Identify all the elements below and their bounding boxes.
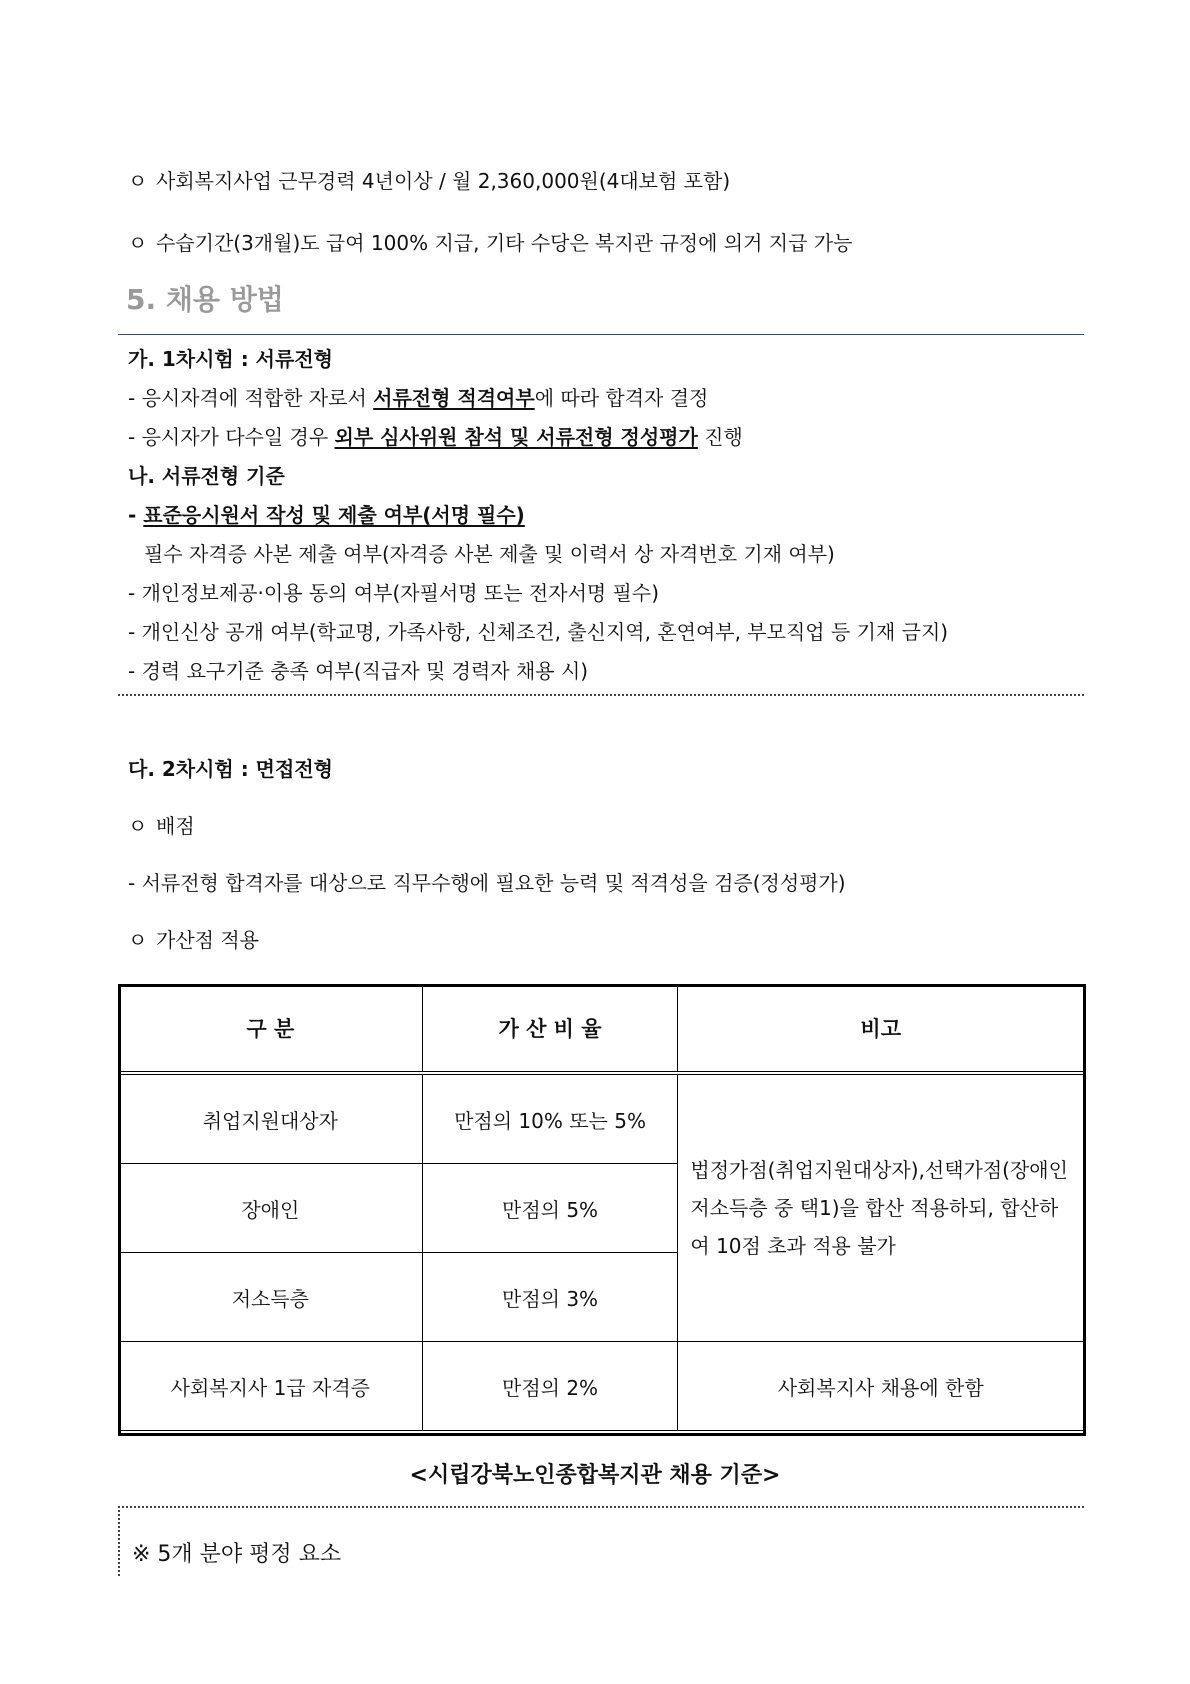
salary-line-2 bbox=[128, 230, 852, 256]
salary-line-1 bbox=[128, 168, 730, 194]
first-exam-line-2-post: 진행 bbox=[697, 425, 743, 449]
circle-bullet-icon: ㅇ bbox=[128, 928, 148, 952]
criteria-item-1-emphasis: 표준응시원서 작성 및 제출 여부(서명 필수) bbox=[143, 503, 525, 527]
salary-text-1: 사회복지사업 근무경력 4년이상 / 월 2,360,000원(4대보험 포함) bbox=[156, 169, 731, 193]
row-rate: 만점의 5% bbox=[422, 1164, 678, 1253]
criteria-item-3: - 개인정보제공·이용 동의 여부(자필서명 또는 전자서명 필수) bbox=[128, 581, 660, 605]
bonus-label-line bbox=[128, 927, 259, 953]
row-category: 장애인 bbox=[119, 1164, 423, 1253]
first-exam-line-1-pre: - 응시자격에 적합한 자로서 bbox=[128, 386, 374, 410]
bonus-table bbox=[118, 984, 1084, 1431]
row-rate: 만점의 3% bbox=[422, 1253, 678, 1342]
first-exam-line-2 bbox=[128, 424, 743, 450]
section-title: 5. 채용 방법 bbox=[126, 283, 284, 316]
first-exam-line-1-post: 에 따라 합격자 결정 bbox=[534, 386, 709, 410]
first-exam-title: 가. 1차시험 : 서류전형 bbox=[128, 347, 333, 371]
merged-note: 법정가점(취업지원대상자),선택가점(장애인 저소득층 중 택1)을 합산 적용하되, 합산하여 10점 초과 적용 불가 bbox=[678, 1073, 1084, 1342]
score-label-line bbox=[128, 813, 195, 839]
table-caption: <시립강북노인종합복지관 채용 기준> bbox=[409, 1463, 781, 1488]
row-note: 사회복지사 채용에 한함 bbox=[678, 1342, 1084, 1431]
criteria-divider bbox=[118, 694, 1084, 696]
row-rate: 만점의 2% bbox=[422, 1342, 678, 1431]
table-row bbox=[119, 1073, 1084, 1164]
table-row bbox=[119, 1342, 1084, 1431]
footnote: ※ 5개 분야 평정 요소 bbox=[132, 1542, 342, 1567]
table-header-row bbox=[119, 985, 1084, 1074]
criteria-title: 나. 서류전형 기준 bbox=[128, 464, 285, 488]
header-rate: 가 산 비 율 bbox=[422, 985, 678, 1074]
score-label: 배점 bbox=[156, 814, 195, 838]
header-note: 비고 bbox=[678, 985, 1084, 1074]
row-rate: 만점의 10% 또는 5% bbox=[422, 1073, 678, 1164]
header-category: 구 분 bbox=[119, 985, 423, 1074]
criteria-item-2: 필수 자격증 사본 제출 여부(자격증 사본 제출 및 이력서 상 자격번호 기재 여부) bbox=[144, 542, 835, 566]
section-divider bbox=[118, 334, 1084, 335]
circle-bullet-icon: ㅇ bbox=[128, 231, 148, 255]
row-category: 사회복지사 1급 자격증 bbox=[119, 1342, 423, 1431]
footnote-left-border bbox=[118, 1506, 120, 1576]
first-exam-line-2-emphasis: 외부 심사위원 참석 및 서류전형 정성평가 bbox=[334, 425, 698, 449]
footnote-divider bbox=[118, 1506, 1084, 1508]
second-exam-title: 다. 2차시험 : 면접전형 bbox=[128, 757, 333, 781]
salary-text-2: 수습기간(3개월)도 급여 100% 지급, 기타 수당은 복지관 규정에 의거 지급 가능 bbox=[156, 231, 853, 255]
first-exam-line-1 bbox=[128, 385, 708, 411]
bonus-label: 가산점 적용 bbox=[156, 928, 259, 952]
criteria-item-1 bbox=[128, 502, 525, 528]
criteria-item-1-dash: - bbox=[128, 503, 144, 527]
row-category: 저소득층 bbox=[119, 1253, 423, 1342]
row-category: 취업지원대상자 bbox=[119, 1073, 423, 1164]
circle-bullet-icon: ㅇ bbox=[128, 169, 148, 193]
first-exam-line-2-pre: - 응시자가 다수일 경우 bbox=[128, 425, 335, 449]
criteria-item-4: - 개인신상 공개 여부(학교명, 가족사항, 신체조건, 출신지역, 혼연여부, 부모직업 등 기재 금지) bbox=[128, 620, 949, 644]
first-exam-line-1-emphasis: 서류전형 적격여부 bbox=[373, 386, 535, 410]
criteria-item-5: - 경력 요구기준 충족 여부(직급자 및 경력자 채용 시) bbox=[128, 659, 589, 683]
circle-bullet-icon: ㅇ bbox=[128, 814, 148, 838]
score-description: - 서류전형 합격자를 대상으로 직무수행에 필요한 능력 및 적격성을 검증(정성평가) bbox=[128, 871, 846, 895]
